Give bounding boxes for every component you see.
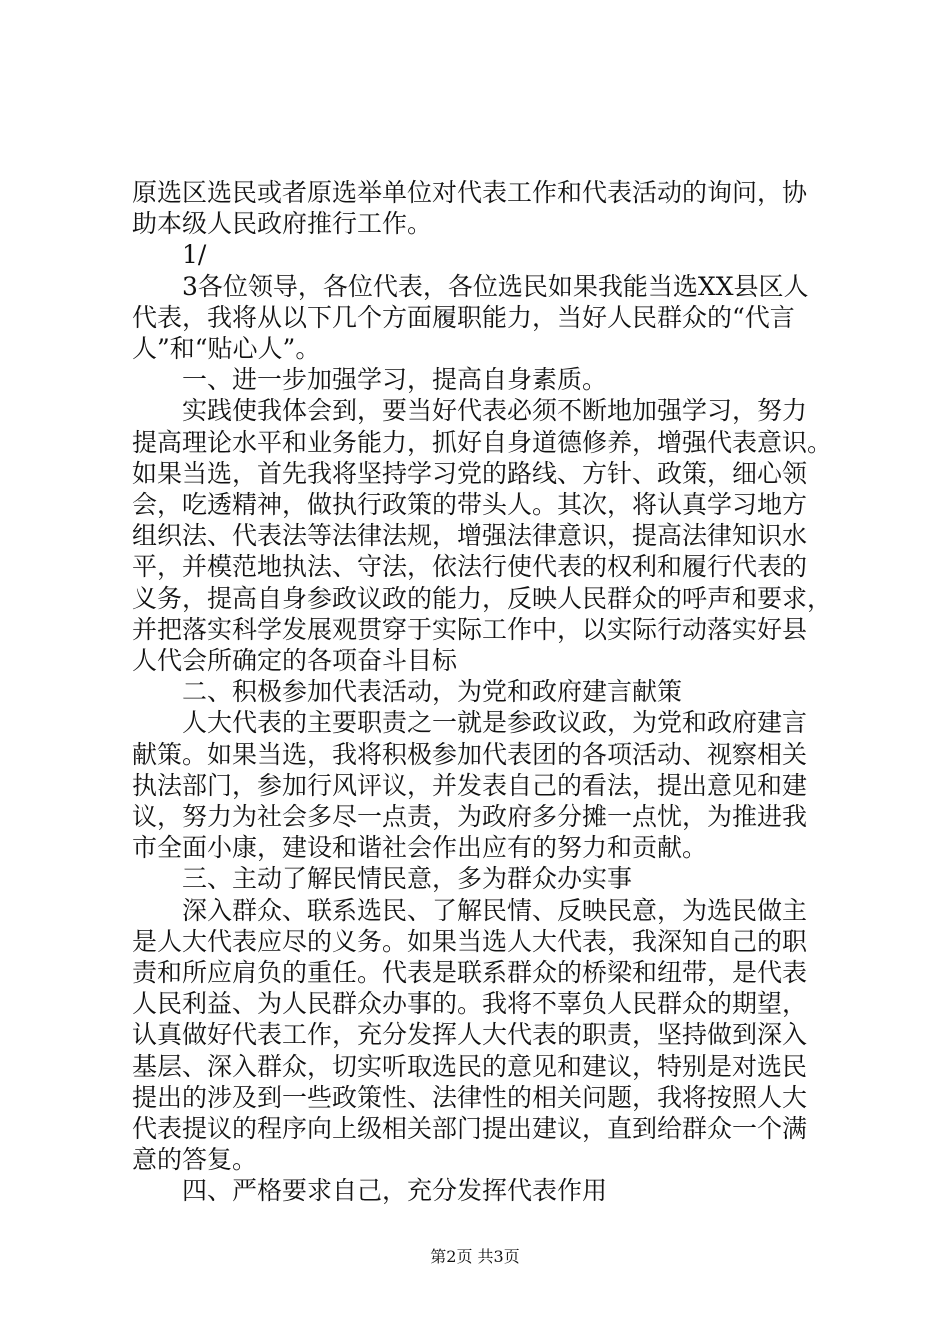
text-line: 并把落实科学发展观贯穿于实际工作中，以实际行动落实好县	[132, 615, 808, 644]
text-line: 人”和“贴心人”。	[132, 334, 321, 363]
text-line: 议，努力为社会多尽一点责，为政府多分摊一点忧，为推进我	[132, 802, 808, 831]
text-line: 平，并模范地执法、守法，依法行使代表的权利和履行代表的	[132, 552, 808, 581]
text-line: 会，吃透精神，做执行政策的带头人。其次，将认真学习地方	[132, 490, 808, 519]
text-line: 实践使我体会到，要当好代表必须不断地加强学习，努力	[182, 396, 808, 425]
section-heading: 四、严格要求自己，充分发挥代表作用	[182, 1176, 608, 1205]
text-line: 代表，我将从以下几个方面履职能力，当好人民群众的“代言	[132, 303, 795, 332]
section-heading: 二、积极参加代表活动，为党和政府建言献策	[182, 677, 683, 706]
section-heading: 三、主动了解民情民意，多为群众办实事	[182, 864, 633, 893]
text-line: 组织法、代表法等法律法规，增强法律意识，提高法律知识水	[132, 521, 808, 550]
text-line: 意的答复。	[132, 1145, 258, 1174]
text-line: 提出的涉及到一些政策性、法律性的相关问题，我将按照人大	[132, 1083, 808, 1112]
text-line: 义务，提高自身参政议政的能力，反映人民群众的呼声和要求，	[132, 584, 833, 613]
text-line: 执法部门，参加行风评议，并发表自己的看法，提出意见和建	[132, 771, 808, 800]
text-line: 助本级人民政府推行工作。	[132, 209, 433, 238]
text-line: 责和所应肩负的重任。代表是联系群众的桥梁和纽带，是代表	[132, 958, 808, 987]
text-line: 1/	[182, 240, 207, 269]
text-line: 原选区选民或者原选举单位对代表工作和代表活动的询问，协	[132, 178, 808, 207]
text-line: 市全面小康，建设和谐社会作出应有的努力和贡献。	[132, 833, 708, 862]
text-line: 认真做好代表工作，充分发挥人大代表的职责，坚持做到深入	[132, 1020, 808, 1049]
section-heading: 一、进一步加强学习，提高自身素质。	[182, 365, 608, 394]
text-line: 是人大代表应尽的义务。如果当选人大代表，我深知自己的职	[132, 927, 808, 956]
text-line: 人大代表的主要职责之一就是参政议政，为党和政府建言	[182, 708, 808, 737]
text-line: 献策。如果当选，我将积极参加代表团的各项活动、视察相关	[132, 740, 808, 769]
text-line: 3各位领导，各位代表，各位选民如果我能当选XX县区人	[182, 272, 809, 301]
text-line: 深入群众、联系选民、了解民情、反映民意，为选民做主	[182, 896, 808, 925]
text-line: 如果当选，首先我将坚持学习党的路线、方针、政策，细心领	[132, 459, 808, 488]
text-line: 人代会所确定的各项奋斗目标	[132, 646, 458, 675]
text-line: 基层、深入群众，切实听取选民的意见和建议，特别是对选民	[132, 1052, 808, 1081]
text-line: 代表提议的程序向上级相关部门提出建议，直到给群众一个满	[132, 1114, 808, 1143]
page-number-footer: 第2页 共3页	[430, 1247, 520, 1266]
text-line: 提高理论水平和业务能力，抓好自身道德修养，增强代表意识。	[132, 428, 833, 457]
text-line: 人民利益、为人民群众办事的。我将不辜负人民群众的期望，	[132, 989, 808, 1018]
